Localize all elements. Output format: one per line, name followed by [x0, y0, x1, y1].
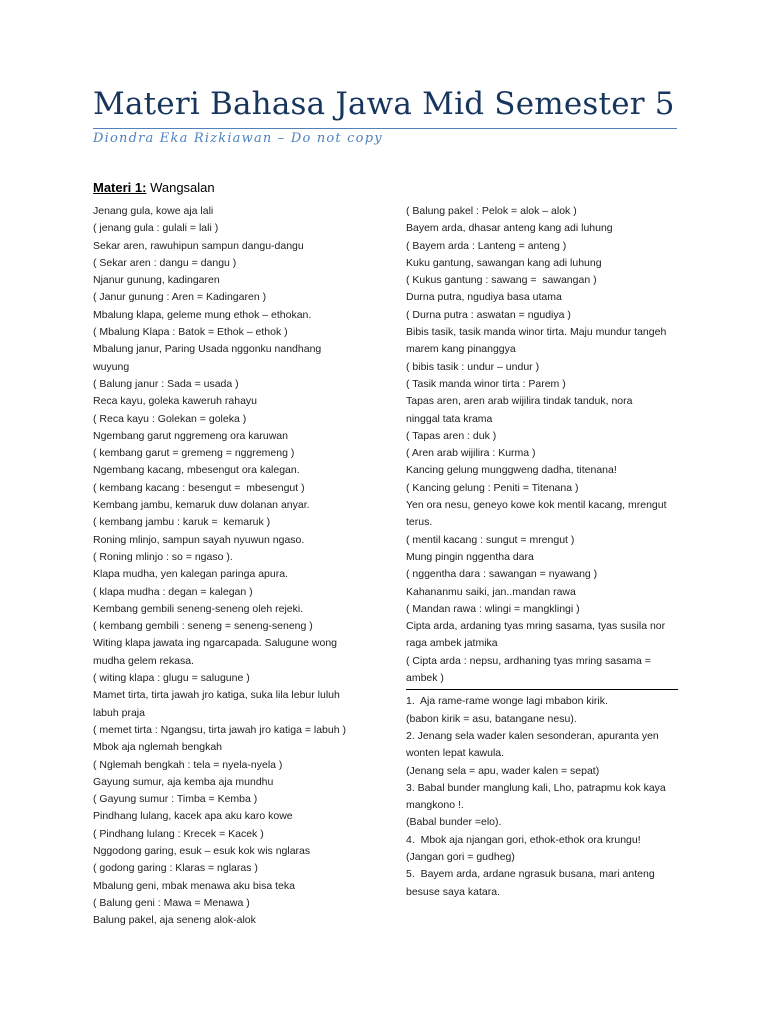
text-line: Mbalung geni, mbak menawa aku bisa teka	[93, 879, 295, 892]
text-line: ( Durna putra : aswatan = ngudiya )	[406, 308, 571, 321]
text-line: ( Tapas aren : duk )	[406, 429, 497, 442]
text-line: ( godong garing : Klaras = nglaras )	[93, 862, 258, 875]
text-line: (Jangan gori = gudheg)	[406, 850, 515, 863]
text-line: ( kembang jambu : karuk = kemaruk )	[93, 516, 271, 529]
text-line: Ngembang garut nggremeng ora karuwan	[93, 429, 288, 442]
text-line: (babon kirik = asu, batangane nesu).	[406, 712, 577, 725]
right-column	[406, 203, 681, 901]
text-line: ( Janur gunung : Aren = Kadingaren )	[93, 291, 267, 304]
text-line: terus.	[406, 516, 433, 529]
text-line: ( klapa mudha : degan = kalegan )	[93, 585, 253, 598]
text-line: Reca kayu, goleka kaweruh rahayu	[93, 395, 258, 408]
text-line: ( Bayem arda : Lanteng = anteng )	[406, 239, 567, 252]
separator-line	[406, 689, 678, 690]
left-column	[93, 203, 378, 929]
text-line: Mung pingin nggentha dara	[406, 550, 534, 563]
page-subtitle: Diondra Eka Rizkiawan – Do not copy	[93, 131, 383, 146]
text-line: Kuku gantung, sawangan kang adi luhung	[406, 256, 602, 269]
text-line: ( witing klapa : glugu = salugune )	[93, 672, 250, 685]
text-line: (Jenang sela = apu, wader kalen = sepat)	[406, 764, 600, 777]
text-line: ( jenang gula : gulali = lali )	[93, 222, 219, 235]
text-line: 2. Jenang sela wader kalen sesonderan, apuranta yen	[406, 729, 659, 742]
text-line: 4. Mbok aja njangan gori, ethok-ethok ora krungu!	[406, 833, 641, 846]
text-line: Witing klapa jawata ing ngarcapada. Salugune wong	[93, 637, 337, 650]
text-line: Mbalung klapa, geleme mung ethok – ethokan.	[93, 308, 312, 321]
text-line: Yen ora nesu, geneyo kowe kok mentil kacang, mrengut	[406, 499, 667, 512]
text-line: ambek )	[406, 672, 444, 685]
text-line: Pindhang lulang, kacek apa aku karo kowe	[93, 810, 293, 823]
text-line: marem kang pinanggya	[406, 343, 516, 356]
text-line: Gayung sumur, aja kemba aja mundhu	[93, 775, 274, 788]
text-line: Mbalung janur, Paring Usada nggonku nandhang	[93, 343, 322, 356]
text-line: Cipta arda, ardaning tyas mring sasama, tyas susila nor	[406, 620, 666, 633]
text-line: wuyung	[93, 360, 130, 373]
text-line: ( Aren arab wijilira : Kurma )	[406, 447, 536, 460]
text-line: ( Nglemah bengkah : tela = nyela-nyela )	[93, 758, 283, 771]
text-line: Kembang jambu, kemaruk duw dolanan anyar.	[93, 499, 310, 512]
page-title: Materi Bahasa Jawa Mid Semester 5	[93, 86, 675, 122]
text-line: Kahananmu saiki, jan..mandan rawa	[406, 585, 576, 598]
text-line: ( kembang gembili : seneng = seneng-seneng )	[93, 620, 313, 633]
right-column-top	[406, 203, 681, 687]
text-line: 1. Aja rame-rame wonge lagi mbabon kirik.	[406, 695, 608, 708]
text-line: ( Mandan rawa : wlingi = mangklingi )	[406, 602, 580, 615]
text-line: ( Kancing gelung : Peniti = Titenana )	[406, 481, 579, 494]
text-line: ( Sekar aren : dangu = dangu )	[93, 256, 237, 269]
text-line: Njanur gunung, kadingaren	[93, 274, 220, 287]
text-line: Roning mlinjo, sampun sayah nyuwun ngaso.	[93, 533, 305, 546]
text-line: Mamet tirta, tirta jawah jro katiga, suka lila lebur luluh	[93, 689, 340, 702]
text-line: Kancing gelung munggweng dadha, titenana!	[406, 464, 617, 477]
text-line: ( Kukus gantung : sawang = sawangan )	[406, 274, 597, 287]
text-line: besuse saya katara.	[406, 885, 500, 898]
text-line: Nggodong garing, esuk – esuk kok wis nglaras	[93, 844, 311, 857]
text-line: ( Tasik manda winor tirta : Parem )	[406, 377, 566, 390]
text-line: Kembang gembili seneng-seneng oleh rejeki.	[93, 602, 304, 615]
text-line: Bayem arda, dhasar anteng kang adi luhung	[406, 222, 613, 235]
text-line: mangkono !.	[406, 799, 464, 812]
text-line: ( nggentha dara : sawangan = nyawang )	[406, 568, 598, 581]
text-line: ( Mbalung Klapa : Batok = Ethok – ethok )	[93, 326, 288, 339]
text-line: ( Cipta arda : nepsu, ardhaning tyas mring sasama =	[406, 654, 651, 667]
section-heading-label: Materi 1:	[93, 180, 147, 195]
text-line: ( Roning mlinjo : so = ngaso ).	[93, 550, 233, 563]
title-underline	[93, 128, 677, 129]
text-line: ( Gayung sumur : Timba = Kemba )	[93, 793, 258, 806]
text-line: raga ambek jatmika	[406, 637, 498, 650]
text-line: (Babal bunder =elo).	[406, 816, 502, 829]
text-line: Balung pakel, aja seneng alok-alok	[93, 914, 256, 927]
section-heading-name: Wangsalan	[146, 180, 215, 195]
right-column-bottom	[406, 693, 681, 901]
text-line: Sekar aren, rawuhipun sampun dangu-dangu	[93, 239, 304, 252]
text-line: 3. Babal bunder manglung kali, Lho, patrapmu kok kaya	[406, 781, 666, 794]
section-heading	[93, 180, 215, 195]
text-line: ( Balung geni : Mawa = Menawa )	[93, 896, 250, 909]
text-line: mudha gelem rekasa.	[93, 654, 194, 667]
text-line: Durna putra, ngudiya basa utama	[406, 291, 562, 304]
text-line: 5. Bayem arda, ardane ngrasuk busana, mari anteng	[406, 868, 655, 881]
text-line: Ngembang kacang, mbesengut ora kalegan.	[93, 464, 300, 477]
text-line: ( Pindhang lulang : Krecek = Kacek )	[93, 827, 264, 840]
text-line: ninggal tata krama	[406, 412, 493, 425]
text-line: ( Balung pakel : Pelok = alok – alok )	[406, 205, 577, 217]
text-line: wonten lepat kawula.	[406, 747, 505, 760]
text-line: Klapa mudha, yen kalegan paringa apura.	[93, 568, 288, 581]
text-line: Tapas aren, aren arab wijilira tindak tanduk, nora	[406, 395, 633, 408]
text-line: Jenang gula, kowe aja lali	[93, 205, 214, 217]
text-line: ( bibis tasik : undur – undur )	[406, 360, 540, 373]
text-line: Mbok aja nglemah bengkah	[93, 741, 223, 754]
text-line: ( kembang kacang : besengut = mbesengut )	[93, 481, 305, 494]
text-line: ( kembang garut = gremeng = nggremeng )	[93, 447, 295, 460]
text-line: ( Reca kayu : Golekan = goleka )	[93, 412, 247, 425]
text-line: Bibis tasik, tasik manda winor tirta. Maju mundur tangeh	[406, 326, 667, 339]
text-line: ( mentil kacang : sungut = mrengut )	[406, 533, 575, 546]
text-line: labuh praja	[93, 706, 145, 719]
text-line: ( Balung janur : Sada = usada )	[93, 377, 239, 390]
text-line: ( memet tirta : Ngangsu, tirta jawah jro katiga = labuh )	[93, 723, 346, 736]
